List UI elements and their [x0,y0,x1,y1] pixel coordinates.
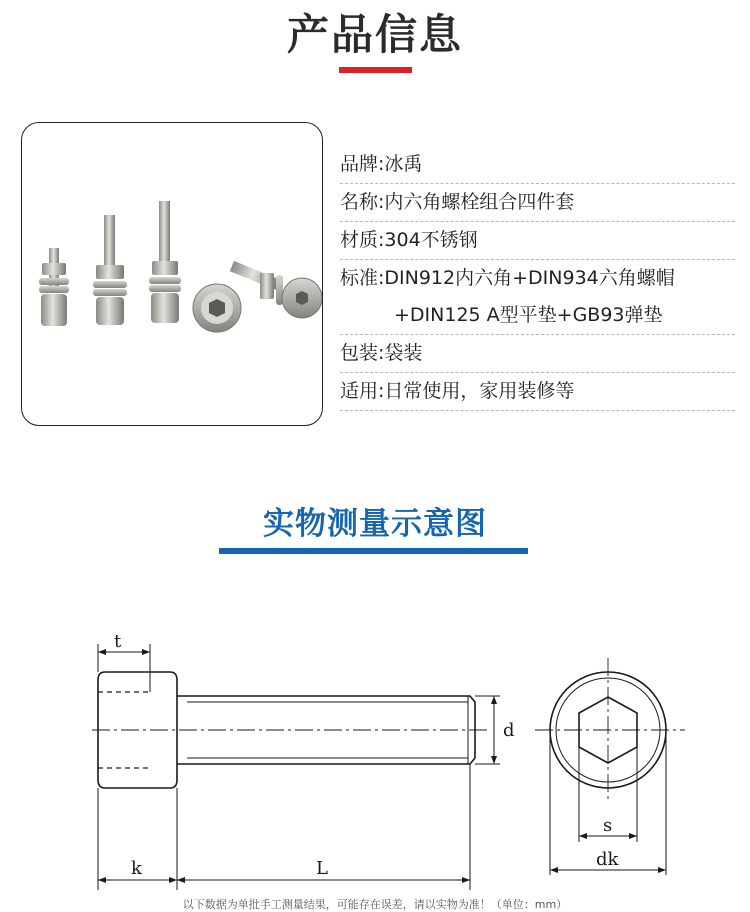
spec-material: 材质:304不锈钢 [340,222,735,260]
section-title-product-info: 产品信息 [286,10,463,59]
dim-label-t: t [114,631,122,652]
spec-packaging: 包装:袋装 [340,335,735,373]
bolt-1 [39,248,69,326]
section-title-measurement: 实物测量示意图 [263,506,487,542]
dim-label-d: d [503,720,515,741]
spec-usage: 适用:日常使用，家用装修等 [340,373,735,411]
title-underline-blue [219,548,528,554]
bolt-set-illustration [22,123,322,425]
bolt-2 [93,215,127,325]
bolt-dimension-drawing [0,620,750,910]
bolt-4 [193,284,241,332]
title-underline-red [339,67,412,73]
dim-label-s: s [603,815,613,836]
dim-label-dk: dk [596,849,619,870]
spec-standard-continued: +DIN125 A型平垫+GB93弹垫 [340,297,735,335]
dim-label-L: L [316,858,328,879]
product-photo [21,122,323,426]
spec-standard: 标准:DIN912内六角+DIN934六角螺帽 [340,267,675,289]
bolt-5 [230,261,322,318]
dim-label-k: k [131,858,142,879]
spec-list [340,146,735,411]
bolt-3 [149,201,181,323]
measurement-footnote: 以下数据为单批手工测量结果，可能存在误差，请以实物为准！（单位：mm） [182,898,568,911]
spec-brand: 品牌:冰禹 [340,146,735,184]
spec-name: 名称:内六角螺栓组合四件套 [340,184,735,222]
